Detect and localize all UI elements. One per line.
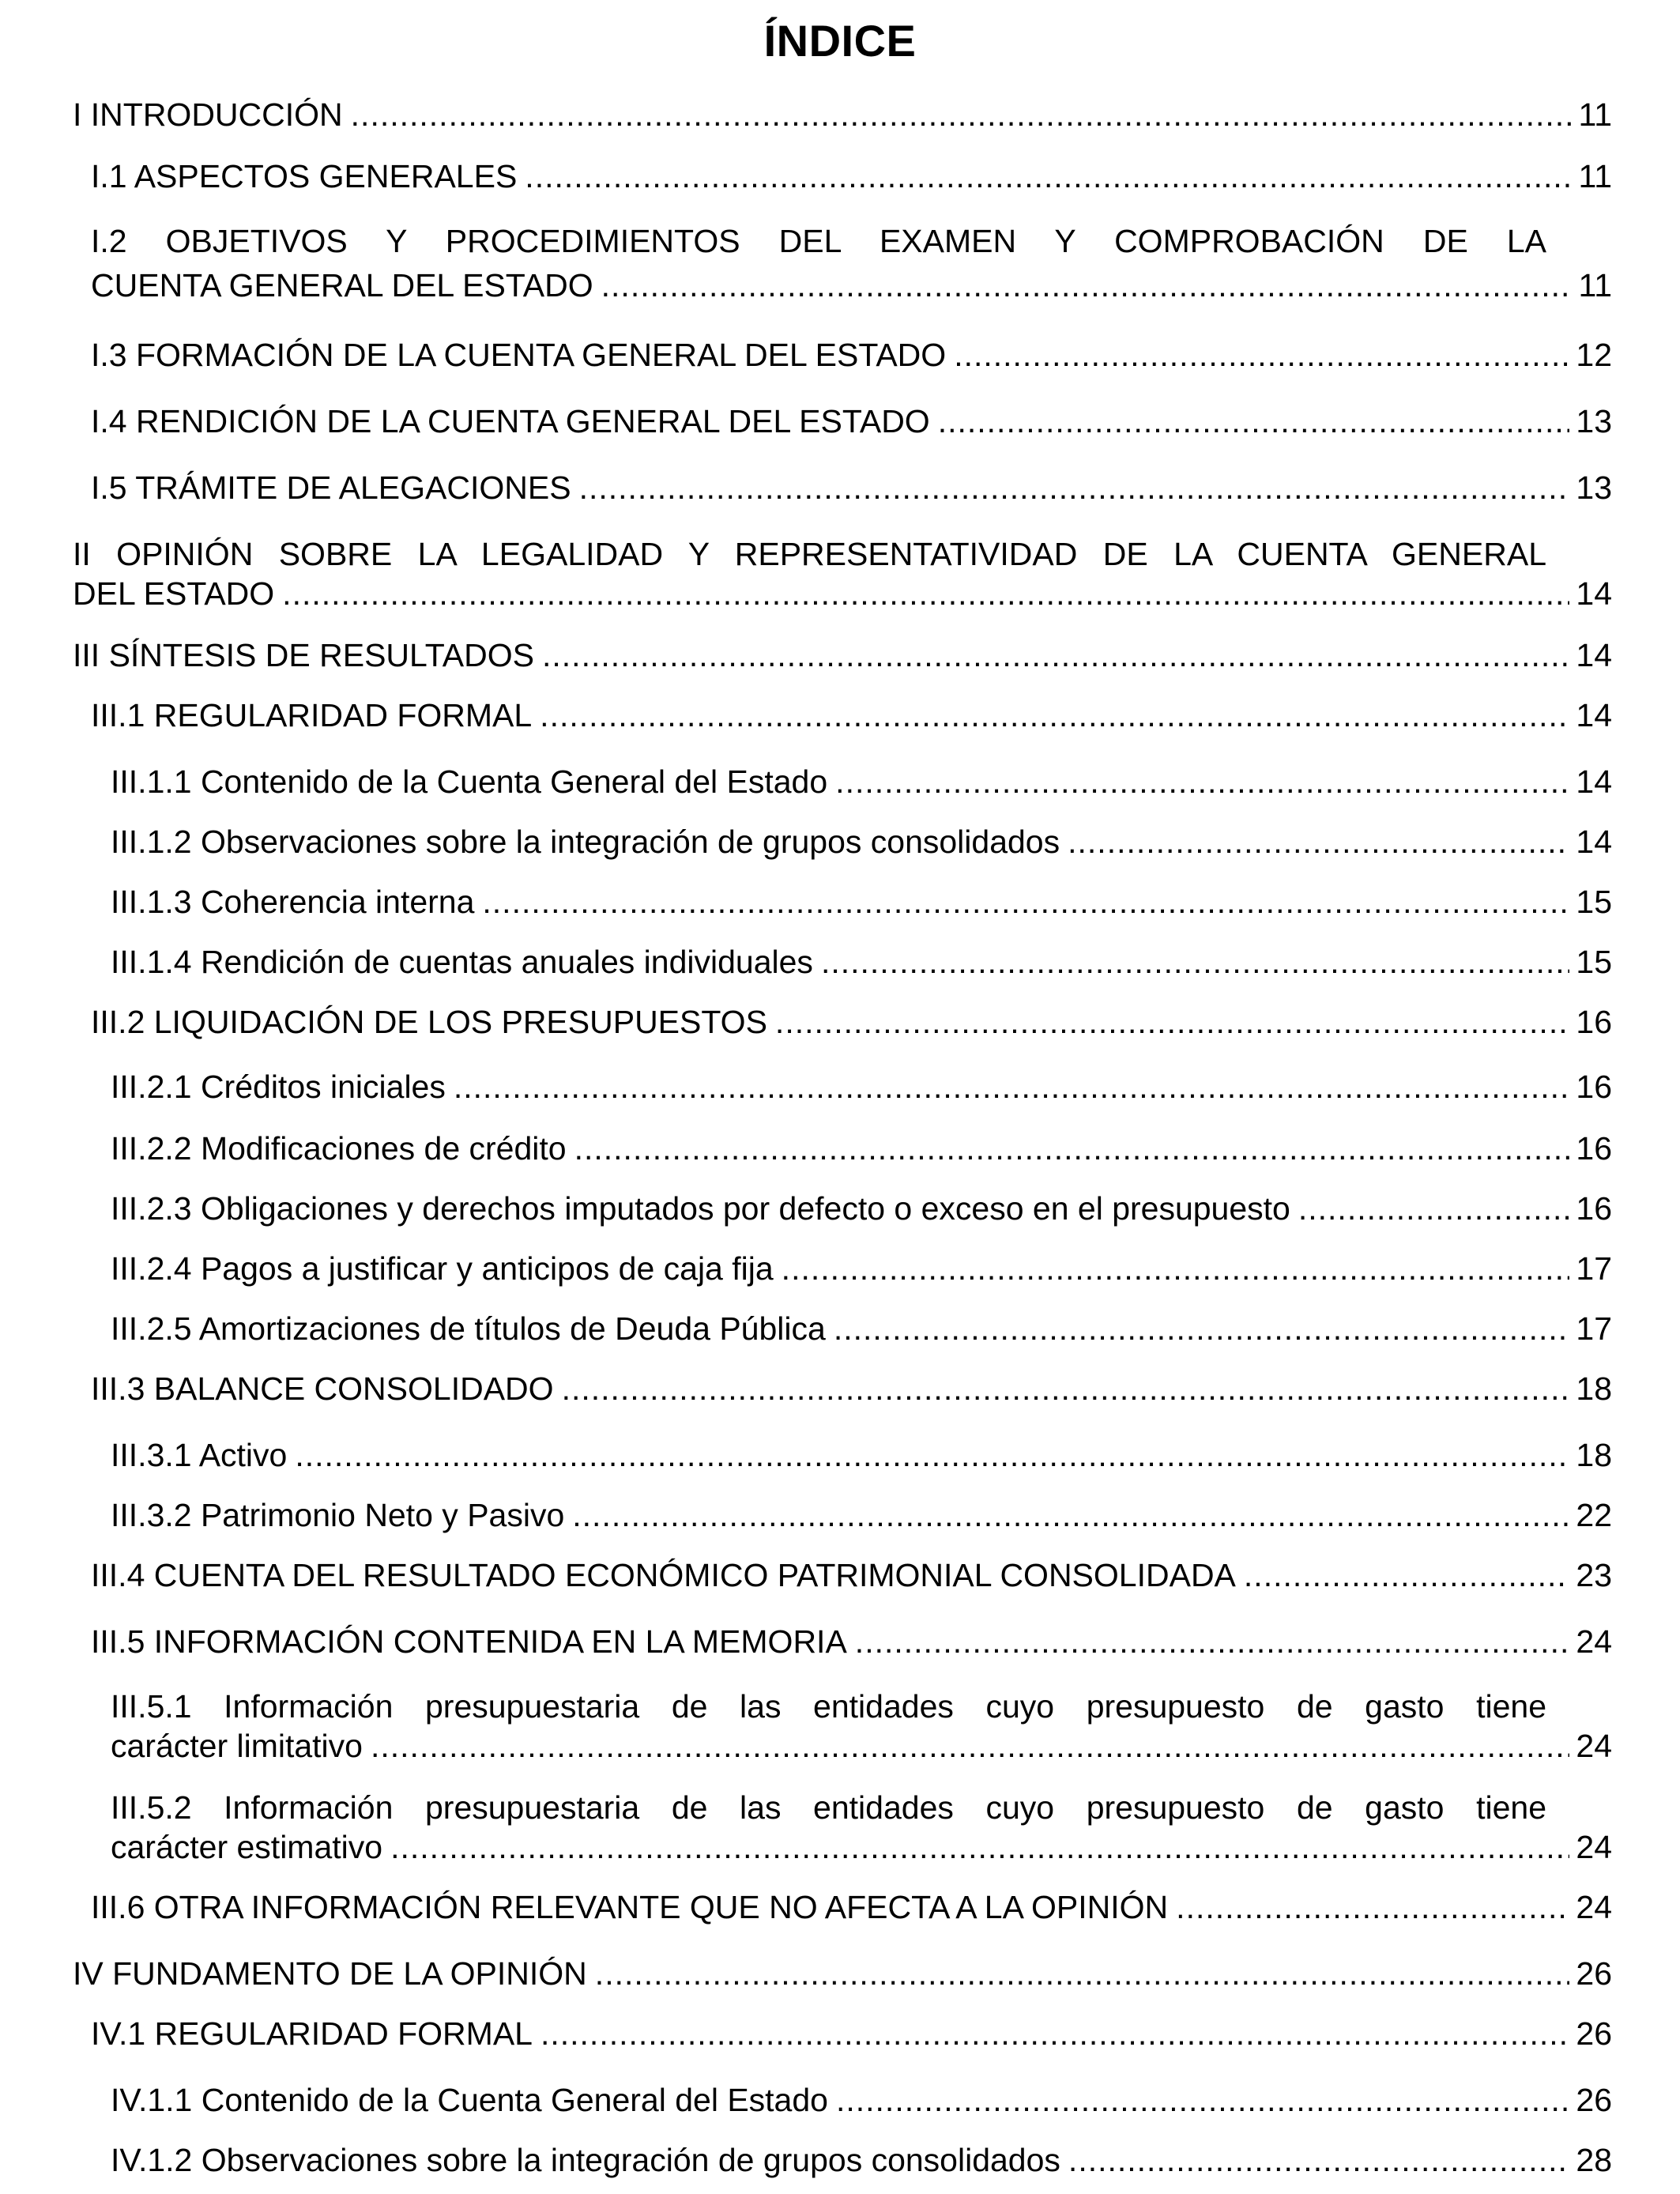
toc-leader	[938, 401, 1570, 441]
toc-leader	[454, 1067, 1570, 1106]
toc-entry[interactable]	[111, 1249, 1612, 1288]
toc-page-number: 14	[1576, 763, 1612, 800]
toc-entry[interactable]	[91, 696, 1612, 735]
toc-entry[interactable]	[91, 1887, 1612, 1927]
toc-page-number: 14	[1576, 824, 1612, 860]
toc-page-number: 15	[1576, 884, 1612, 920]
toc-entry[interactable]	[111, 1687, 1612, 1766]
toc-entry-text-continued: carácter estimativo	[111, 1829, 383, 1865]
toc-entry[interactable]	[111, 2140, 1612, 2180]
toc-leader	[1298, 1189, 1570, 1228]
toc-entry[interactable]	[91, 335, 1612, 375]
toc-entry[interactable]	[111, 2080, 1612, 2120]
toc-leader	[834, 1309, 1570, 1348]
toc-page-number: 17	[1576, 1310, 1612, 1347]
toc-entry-text: IV FUNDAMENTO DE LA OPINIÓN	[73, 1955, 587, 1992]
page-title: ÍNDICE	[763, 16, 917, 66]
toc-leader	[1068, 2140, 1569, 2180]
toc-entry[interactable]	[111, 1495, 1612, 1535]
toc-entry[interactable]	[111, 1189, 1612, 1228]
toc-page-number: 24	[1576, 1623, 1612, 1660]
toc-leader	[836, 2080, 1569, 2120]
toc-entry[interactable]	[73, 1954, 1612, 1993]
toc-leader	[601, 266, 1573, 305]
toc-entry[interactable]	[111, 762, 1612, 801]
toc-entry[interactable]	[91, 2014, 1612, 2053]
toc-entry-text: II OPINIÓN SOBRE LA LEGALIDAD Y REPRESENTATIVIDAD DE LA CUENTA GENERAL	[73, 536, 1546, 572]
toc-entry-text: III.4 CUENTA DEL RESULTADO ECONÓMICO PATRIMONIAL CONSOLIDADA	[91, 1557, 1236, 1593]
toc-page-number: 28	[1576, 2142, 1612, 2178]
toc-leader	[562, 1369, 1570, 1408]
toc-entry[interactable]	[91, 221, 1612, 305]
toc-page-number: 24	[1576, 1728, 1612, 1764]
toc-entry[interactable]	[73, 534, 1612, 613]
toc-entry-text: III.1.3 Coherencia interna	[111, 884, 475, 920]
toc-leader	[525, 156, 1572, 196]
toc-leader	[782, 1249, 1570, 1288]
toc-entry-text: IV.1.1 Contenido de la Cuenta General del Estado	[111, 2082, 828, 2118]
toc-entry-text: I INTRODUCCIÓN	[73, 96, 343, 133]
toc-page-number: 26	[1576, 2015, 1612, 2052]
toc-page-number: 23	[1576, 1557, 1612, 1593]
toc-page-number: 11	[1578, 96, 1612, 133]
toc-page-number: 16	[1576, 1130, 1612, 1167]
toc-entry[interactable]	[111, 1788, 1612, 1867]
toc-page-number: 11	[1578, 158, 1612, 194]
toc-page-number: 24	[1576, 1829, 1612, 1865]
toc-leader	[390, 1827, 1569, 1867]
toc-entry-text: I.2 OBJETIVOS Y PROCEDIMIENTOS DEL EXAMEN Y COMPROBACIÓN DE LA	[91, 223, 1546, 259]
toc-entry-text: III.1 REGULARIDAD FORMAL	[91, 697, 533, 733]
toc-entry-text: III.1.1 Contenido de la Cuenta General del Estado	[111, 763, 828, 800]
toc-entry[interactable]	[91, 156, 1612, 196]
toc-entry-text: IV.1 REGULARIDAD FORMAL	[91, 2015, 533, 2052]
toc-leader	[541, 2014, 1569, 2053]
toc-page-number: 18	[1576, 1370, 1612, 1407]
toc-page-number: 26	[1576, 1955, 1612, 1992]
toc-page-number: 14	[1576, 637, 1612, 673]
toc-entry[interactable]	[91, 1555, 1612, 1595]
toc-entry-text: III.2.4 Pagos a justificar y anticipos de caja fija	[111, 1250, 774, 1287]
toc-page-number: 13	[1576, 403, 1612, 439]
toc-entry[interactable]	[111, 942, 1612, 982]
toc-entry-text: I.4 RENDICIÓN DE LA CUENTA GENERAL DEL ESTADO	[91, 403, 930, 439]
toc-entry-text: III.5 INFORMACIÓN CONTENIDA EN LA MEMORIA	[91, 1623, 847, 1660]
toc-entry-text: III.5.2 Información presupuestaria de las entidades cuyo presupuesto de gasto tiene	[111, 1789, 1546, 1826]
toc-page-number: 11	[1578, 267, 1612, 303]
toc-page-number: 18	[1576, 1437, 1612, 1473]
toc-entry-text: III.2.1 Créditos iniciales	[111, 1069, 446, 1105]
toc-page-number: 14	[1576, 697, 1612, 733]
toc-entry-text-continued: DEL ESTADO	[73, 575, 275, 612]
toc-leader	[572, 1495, 1569, 1535]
toc-entry-text: III.5.1 Información presupuestaria de las entidades cuyo presupuesto de gasto tiene	[111, 1688, 1546, 1725]
toc-entry-text: III.2.3 Obligaciones y derechos imputados por defecto o exceso en el presupuesto	[111, 1190, 1290, 1227]
toc-entry[interactable]	[73, 95, 1612, 134]
toc-entry[interactable]	[91, 1369, 1612, 1408]
toc-page-number: 14	[1576, 575, 1612, 612]
toc-leader	[855, 1622, 1570, 1661]
toc-entry[interactable]	[111, 1435, 1612, 1475]
toc-entry[interactable]	[111, 882, 1612, 922]
toc-entry[interactable]	[73, 635, 1612, 675]
toc-entry-text: I.5 TRÁMITE DE ALEGACIONES	[91, 469, 571, 506]
toc-page-number: 16	[1576, 1190, 1612, 1227]
toc-page-number: 24	[1576, 1889, 1612, 1925]
toc-entry[interactable]	[91, 1622, 1612, 1661]
toc-entry-text: III.2 LIQUIDACIÓN DE LOS PRESUPUESTOS	[91, 1004, 767, 1040]
toc-entry-text: III.3.1 Activo	[111, 1437, 288, 1473]
toc-entry-text: III.2.2 Modificaciones de crédito	[111, 1130, 567, 1167]
toc-leader	[574, 1129, 1570, 1168]
toc-leader	[1176, 1887, 1569, 1927]
toc-entry[interactable]	[111, 1129, 1612, 1168]
toc-leader	[579, 468, 1570, 507]
toc-entry-text: III.3.2 Patrimonio Neto y Pasivo	[111, 1497, 565, 1533]
toc-entry[interactable]	[111, 822, 1612, 861]
toc-leader	[295, 1435, 1569, 1475]
toc-entry-text: III.6 OTRA INFORMACIÓN RELEVANTE QUE NO AFECTA A LA OPINIÓN	[91, 1889, 1169, 1925]
toc-entry[interactable]	[91, 468, 1612, 507]
toc-leader	[775, 1002, 1569, 1042]
toc-leader	[482, 882, 1569, 922]
toc-entry-text: III.3 BALANCE CONSOLIDADO	[91, 1370, 554, 1407]
toc-leader	[821, 942, 1569, 982]
toc-page-number: 16	[1576, 1004, 1612, 1040]
toc-leader	[542, 635, 1569, 675]
toc-leader	[595, 1954, 1570, 1993]
toc-page-number: 15	[1576, 944, 1612, 980]
toc-leader	[1068, 822, 1569, 861]
toc-entry-text-continued: carácter limitativo	[111, 1728, 363, 1764]
toc-entry[interactable]	[91, 401, 1612, 441]
toc-entry-text: IV.1.2 Observaciones sobre la integración de grupos consolidados	[111, 2142, 1060, 2178]
toc-entry-text: I.1 ASPECTOS GENERALES	[91, 158, 518, 194]
toc-leader	[954, 335, 1569, 375]
toc-entry[interactable]	[111, 1309, 1612, 1348]
toc-page-number: 16	[1576, 1069, 1612, 1105]
toc-page-number: 13	[1576, 469, 1612, 506]
toc-page-number: 17	[1576, 1250, 1612, 1287]
toc-leader	[1244, 1555, 1569, 1595]
toc-entry[interactable]	[111, 1067, 1612, 1106]
toc-leader	[371, 1726, 1569, 1766]
toc-leader	[351, 95, 1573, 134]
toc-page-number: 12	[1576, 337, 1612, 373]
toc-entry[interactable]	[91, 1002, 1612, 1042]
toc-page-number: 22	[1576, 1497, 1612, 1533]
toc-leader	[835, 762, 1569, 801]
toc-entry-text: III.2.5 Amortizaciones de títulos de Deuda Pública	[111, 1310, 826, 1347]
toc-page-number: 26	[1576, 2082, 1612, 2118]
toc-entry-text: III.1.4 Rendición de cuentas anuales individuales	[111, 944, 813, 980]
toc-entry-text: I.3 FORMACIÓN DE LA CUENTA GENERAL DEL ESTADO	[91, 337, 947, 373]
toc-leader	[540, 696, 1569, 735]
toc-entry-text: III SÍNTESIS DE RESULTADOS	[73, 637, 534, 673]
toc-entry-text: III.1.2 Observaciones sobre la integración de grupos consolidados	[111, 824, 1060, 860]
toc-leader	[282, 574, 1569, 613]
toc-entry-text-continued: CUENTA GENERAL DEL ESTADO	[91, 267, 593, 303]
